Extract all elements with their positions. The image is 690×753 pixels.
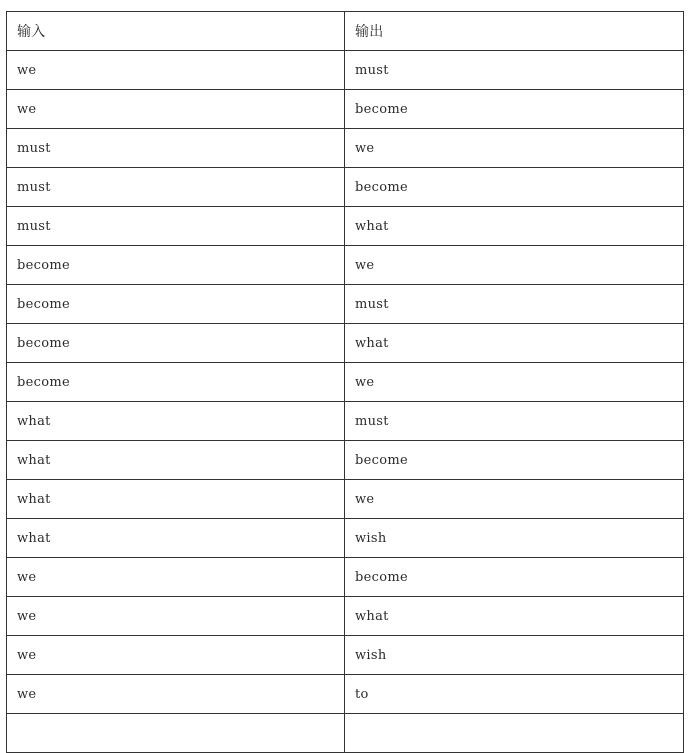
- input-cell: what: [7, 480, 345, 519]
- output-cell: we: [345, 363, 684, 402]
- output-cell: what: [345, 597, 684, 636]
- output-cell: we: [345, 480, 684, 519]
- input-cell: become: [7, 246, 345, 285]
- output-cell: what: [345, 324, 684, 363]
- table-row: [7, 519, 684, 558]
- header-row: [7, 12, 684, 51]
- input-cell: we: [7, 51, 345, 90]
- input-cell: what: [7, 402, 345, 441]
- table-row: [7, 441, 684, 480]
- output-cell: [345, 714, 684, 753]
- input-cell: become: [7, 324, 345, 363]
- table-row: [7, 246, 684, 285]
- column-header-output: 输出: [345, 12, 684, 51]
- table-row: [7, 90, 684, 129]
- output-cell: wish: [345, 519, 684, 558]
- table-body: [7, 51, 684, 753]
- input-cell: we: [7, 90, 345, 129]
- output-cell: become: [345, 90, 684, 129]
- table-row: [7, 402, 684, 441]
- input-cell: we: [7, 675, 345, 714]
- input-cell: we: [7, 636, 345, 675]
- table-row: [7, 558, 684, 597]
- table-row: [7, 363, 684, 402]
- input-cell: we: [7, 597, 345, 636]
- table-row: [7, 714, 684, 753]
- bigram-table: [6, 11, 684, 753]
- input-cell: become: [7, 363, 345, 402]
- input-cell: become: [7, 285, 345, 324]
- table-row: [7, 597, 684, 636]
- output-cell: become: [345, 168, 684, 207]
- bigram-table-container: [6, 11, 683, 753]
- input-cell: what: [7, 441, 345, 480]
- input-cell: must: [7, 207, 345, 246]
- output-cell: must: [345, 285, 684, 324]
- output-cell: what: [345, 207, 684, 246]
- table-row: [7, 636, 684, 675]
- input-cell: we: [7, 558, 345, 597]
- output-cell: become: [345, 441, 684, 480]
- table-row: [7, 129, 684, 168]
- input-cell: must: [7, 129, 345, 168]
- output-cell: we: [345, 246, 684, 285]
- table-row: [7, 51, 684, 90]
- table-row: [7, 168, 684, 207]
- table-row: [7, 675, 684, 714]
- output-cell: must: [345, 402, 684, 441]
- output-cell: to: [345, 675, 684, 714]
- table-row: [7, 285, 684, 324]
- input-cell: [7, 714, 345, 753]
- output-cell: we: [345, 129, 684, 168]
- output-cell: become: [345, 558, 684, 597]
- table-row: [7, 324, 684, 363]
- output-cell: wish: [345, 636, 684, 675]
- input-cell: what: [7, 519, 345, 558]
- table-row: [7, 207, 684, 246]
- column-header-input: 输入: [7, 12, 345, 51]
- table-header: [7, 12, 684, 51]
- input-cell: must: [7, 168, 345, 207]
- output-cell: must: [345, 51, 684, 90]
- table-row: [7, 480, 684, 519]
